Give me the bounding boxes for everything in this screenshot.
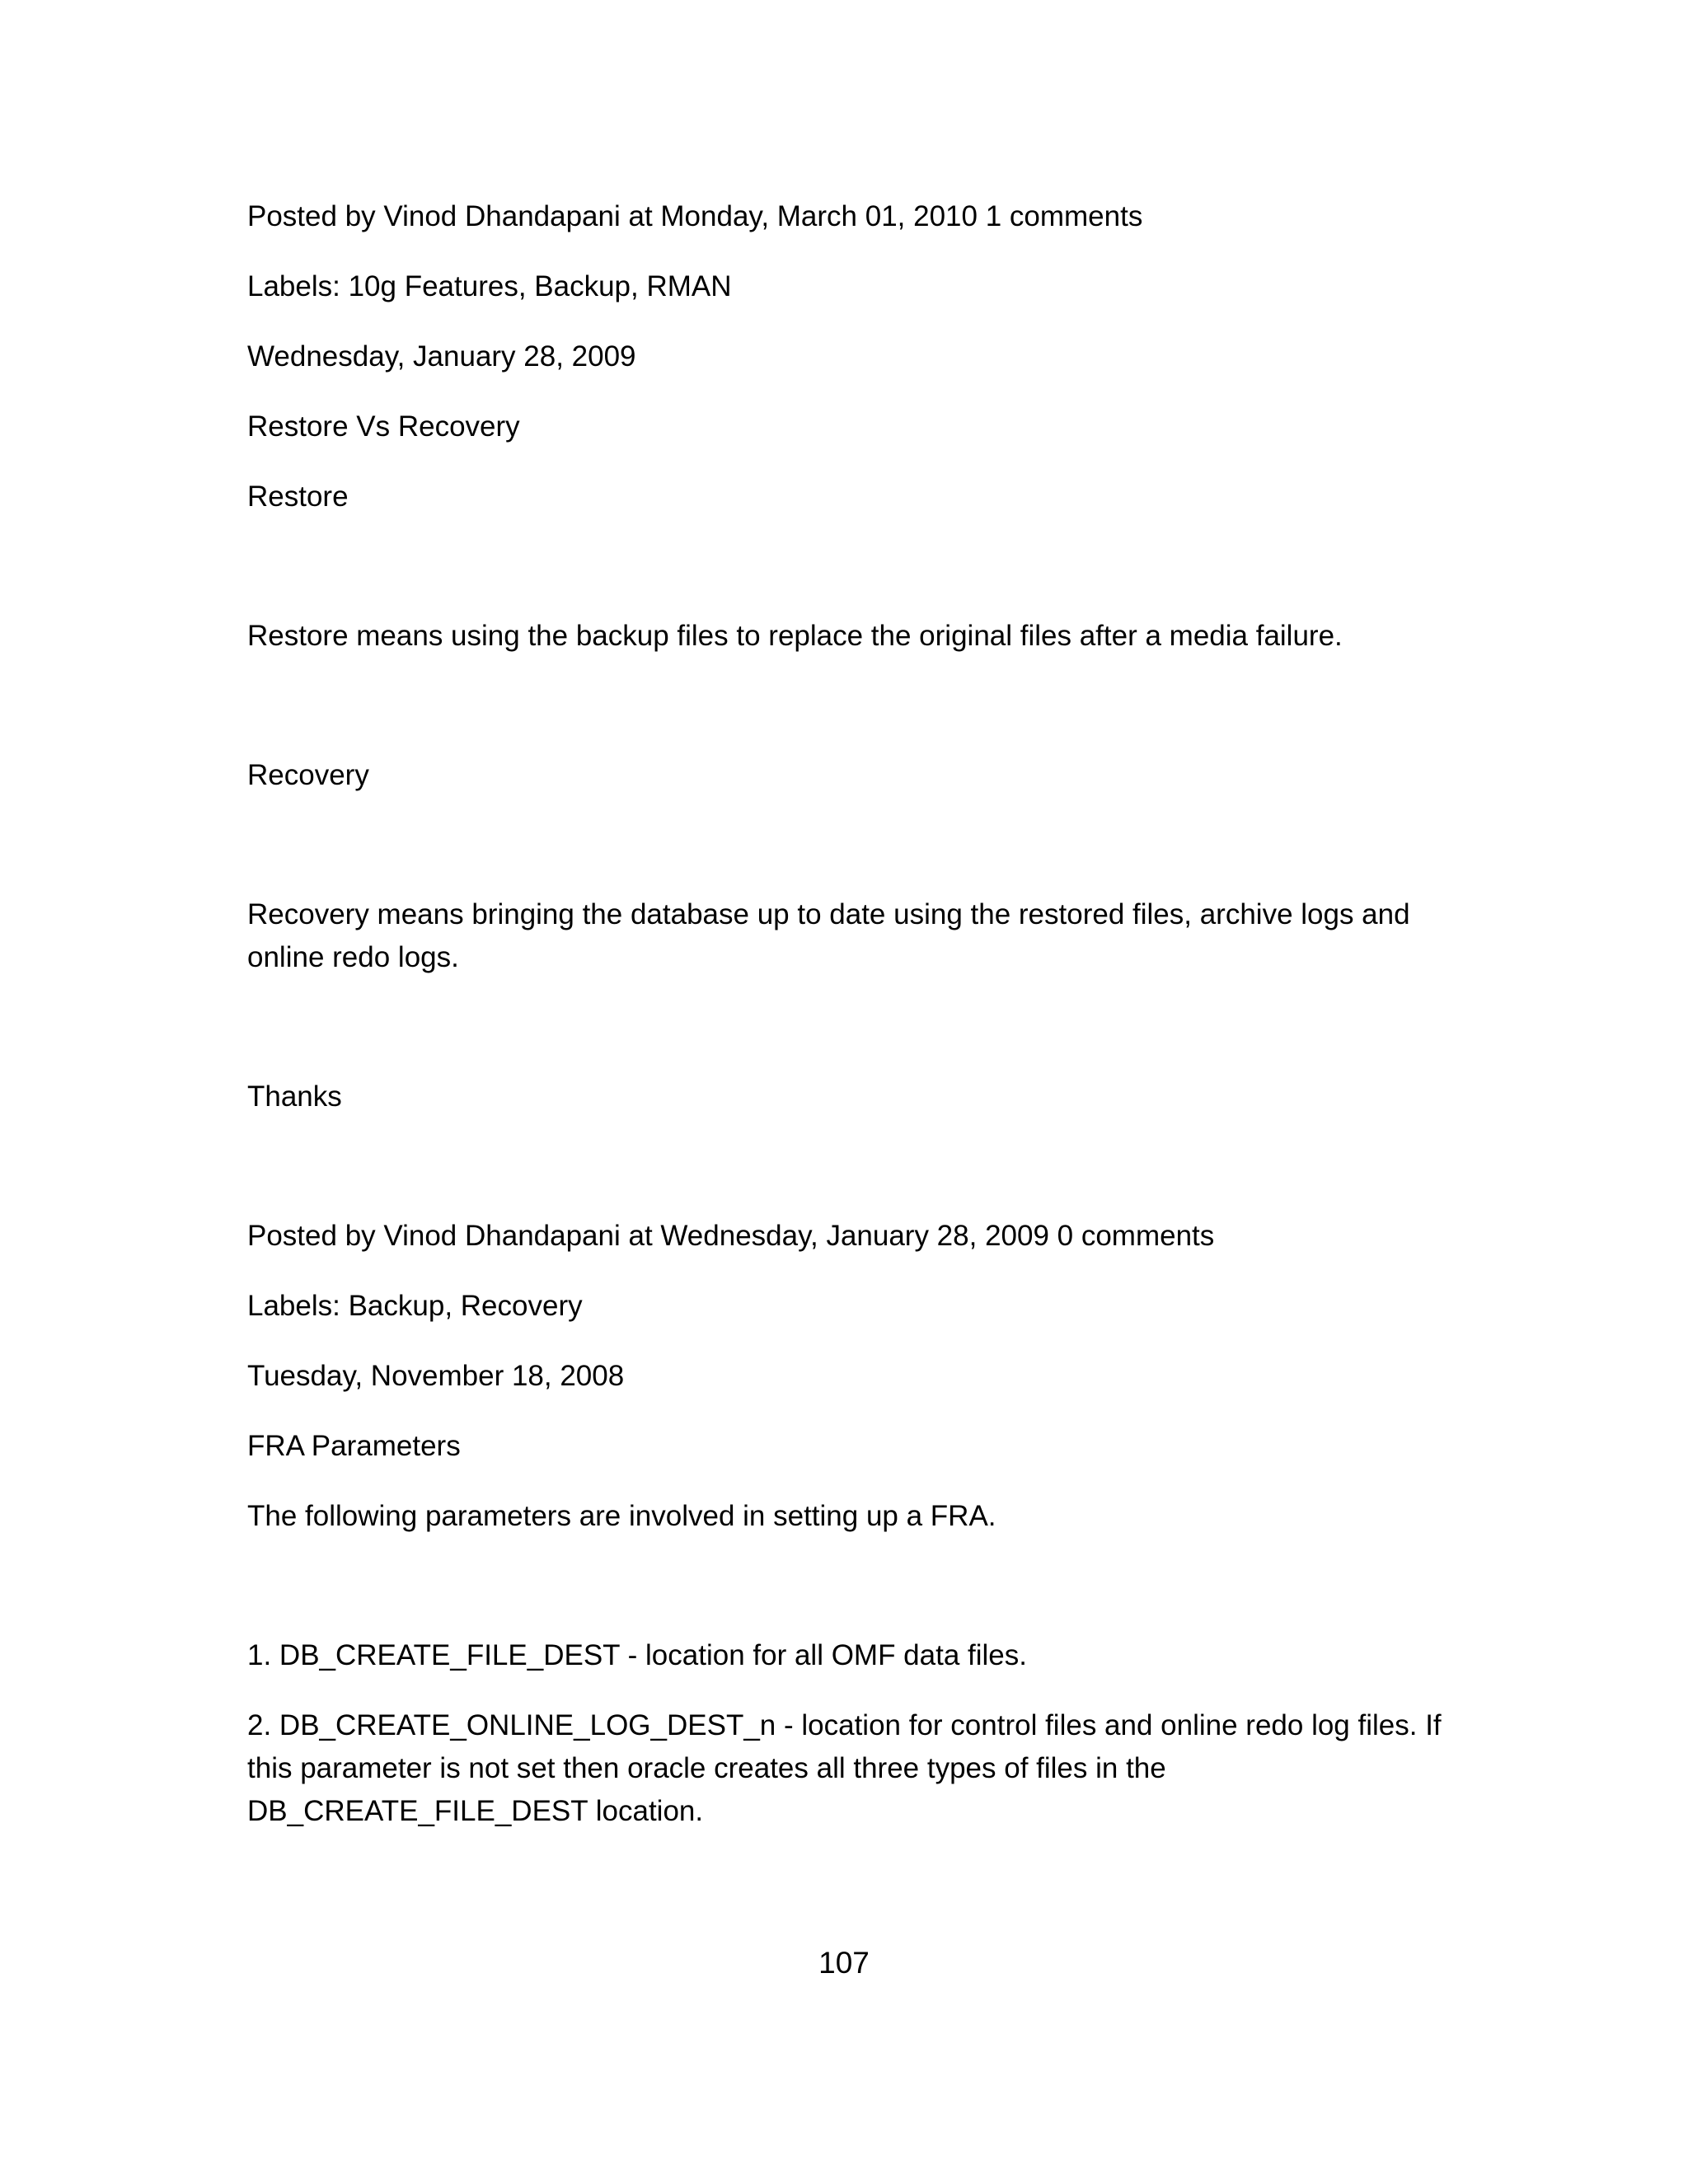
list-item: 1. DB_CREATE_FILE_DEST - location for all OMF data files.	[247, 1639, 1027, 1671]
page-number: 107	[818, 1946, 870, 1980]
restore-definition: Restore means using the backup files to replace the original files after a media failure.	[247, 620, 1343, 652]
section-heading-recovery: Recovery	[247, 759, 369, 791]
post-date: Tuesday, November 18, 2008	[247, 1360, 625, 1392]
recovery-definition: Recovery means bringing the database up to date using the restored files, archive logs and online redo logs.	[247, 898, 1410, 973]
post-title: Restore Vs Recovery	[247, 410, 520, 443]
post-labels: Labels: 10g Features, Backup, RMAN	[247, 270, 732, 302]
page-content	[247, 195, 1442, 1833]
post-footer-posted-by: Posted by Vinod Dhandapani at Monday, March 01, 2010 1 comments	[247, 200, 1143, 232]
post-signoff: Thanks	[247, 1080, 342, 1113]
section-heading-restore: Restore	[247, 480, 349, 513]
post-footer-posted-by: Posted by Vinod Dhandapani at Wednesday, January 28, 2009 0 comments	[247, 1220, 1215, 1252]
post-labels: Labels: Backup, Recovery	[247, 1290, 583, 1322]
post-intro: The following parameters are involved in setting up a FRA.	[247, 1500, 996, 1532]
post-title: FRA Parameters	[247, 1430, 461, 1462]
post-date: Wednesday, January 28, 2009	[247, 340, 636, 373]
list-item: 2. DB_CREATE_ONLINE_LOG_DEST_n - location for control files and online redo log files. If this parameter is not set then oracle creates all three types of files in the DB_CREATE_FILE_DEST location.	[247, 1709, 1442, 1827]
